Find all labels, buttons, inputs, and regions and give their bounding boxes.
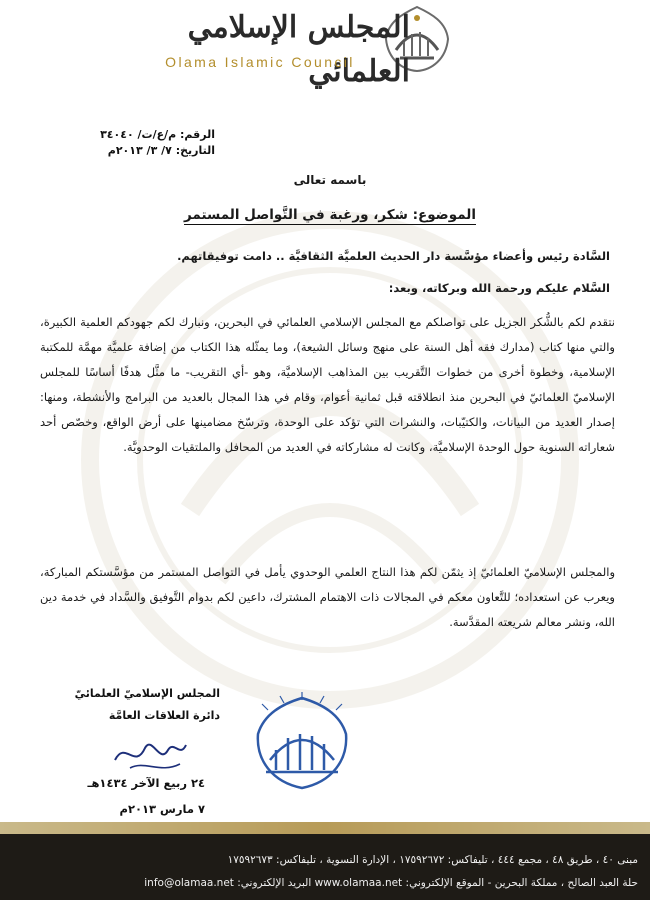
signature-block [40,683,220,727]
addressee: السَّادة رئيس وأعضاء مؤسَّسة دار الحديث العلميَّة الثقافيَّة .. دامت توفيقاتهم. [177,249,610,263]
reference-block [40,127,215,159]
body-paragraph-1: نتقدم لكم بالشُّكر الجزيل على تواصلكم مع المجلس الإسلامي العلمائي في البحرين، ونبارك لكم جهودكم العلمية الكبيرة، والتي منها كتاب (مدارك فقه أهل السنة على منهج وسائل الشيعة)، وما يمثّله هذا الكتاب من إضافة علميَّة مهمَّة للمكتبة الإسلامية، وخطوة أخرى من خطوات التَّقريب بين المذاهب الإسلاميَّة، وهو -أي التقريب- ما مثَّل هدفًا أساسًا للمجلس الإسلاميّ العلمائيّ في البحرين منذ انطلاقته قبل ثمانية أعوام، وقام في هذا المجال بالعديد من البرامج والأنشطة، ومنها: إصدار العديد من البيانات، والكتيّبات، والنشرات التي تؤكد على الوحدة، وترسّخ مضامينها على أرض الواقع، وخصّص أحد شعاراته السنوية حول الوحدة الإسلاميَّة، وكانت له مشاركاته في العديد من المحافل والملتقيات الوحدويَّة. [40,315,615,454]
council-title-english: Olama Islamic Council [165,54,355,70]
letter-date-block [40,770,205,822]
greeting: السَّلام عليكم ورحمة الله وبركاته، وبعد: [388,281,610,295]
hijri-date: ٢٤ ربيع الآخر ١٤٣٤هـ [87,776,205,790]
signature-dept: دائرة العلاقات العامَّة [108,709,220,722]
subject-text: الموضوع: شكر، ورغبة في التَّواصل المستمر [184,207,476,223]
subject-line [140,203,520,228]
reference-date: التاريخ: ٧/ ٣/ ٢٠١٣م [107,144,215,157]
body-paragraph-2: والمجلس الإسلاميّ العلمائيّ إذ يثمّن لكم هذا النتاج العلمي الوحدوي يأمل في التواصل المستمر من مؤسَّستكم المباركة، ويعرب عن استعداده؛ للتَّعاون معكم في المجالات ذات الاهتمام المشترك، داعين لكم بدوام التَّوفيق والسَّداد في خدمة دين الله، ونشر معالم شريعته المقدَّسة. [40,565,615,629]
signature-org: المجلس الإسلاميّ العلمائيّ [74,687,220,700]
footer [0,834,650,900]
council-title-arabic: المجلس الإسلامي العلمائي [187,10,410,89]
footer-contact-line: حلة العبد الصالح ، مملكة البحرين - الموقع الإلكتروني: www.olamaa.net البريد الإلكتروني: info@olamaa.net [144,877,638,889]
footer-gold-band [0,822,650,834]
gregorian-date: ٧ مارس ٢٠١٣م [119,802,205,816]
reference-number: الرقم: م/ع/ت/ ٣٤٠٤٠ [100,128,215,141]
official-stamp-icon [240,690,365,795]
basmala: باسمه تعالى [293,173,367,187]
letterhead [0,0,650,89]
footer-address-line: مبنى ٤٠ ، طريق ٤٨ ، مجمع ٤٤٤ ، تليفاكس: ١٧٥٩٢٦٧٢ ، الإدارة النسوية ، تليفاكس: ١٧٥٩٢٦٧٣ [227,854,638,866]
